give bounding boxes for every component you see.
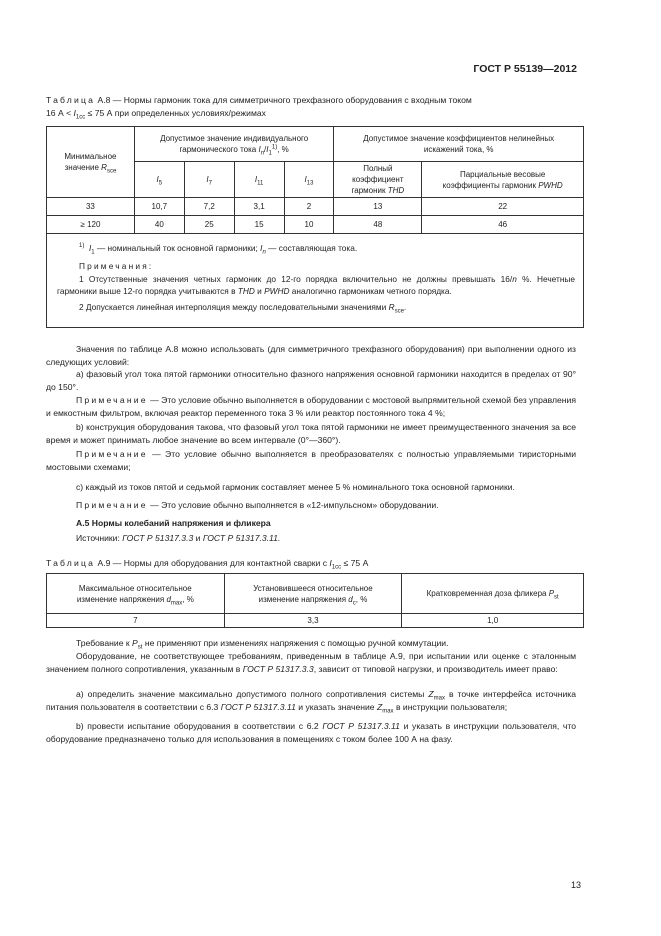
paragraph-1: Значения по таблице А.8 можно использовать (для симметричного трехфазного оборудования) при выполнении одного из следующих условий:: [46, 344, 576, 367]
col-coef-header: Допустимое значение коэффициентов нелинейных искажений тока, %: [334, 127, 584, 162]
sources-line: Источники: ГОСТ Р 51317.3.3 и ГОСТ Р 51317.3.11.: [76, 533, 281, 543]
table-a8-caption: Таблица А.8 — Нормы гармоник тока для симметричного трехфазного оборудования с входным током 16 $А < I_{1cc} \le 75$ А при определенных условиях/режимах: [46, 95, 472, 121]
table-row: 33 10,7 7,2 3,1 2 13 22: [47, 198, 584, 216]
col-pwhd: Парциальные весовые коэффициенты гармоник PWHD: [422, 162, 584, 198]
paragraph-condition-b: b) конструкция оборудования такова, что фазовый угол тока пятой гармоники не имеет преимущественного значения за все время и может принимать любое значение во всем интервале (0°—360°).: [46, 422, 576, 445]
standard-header: ГОСТ Р 55139—2012: [473, 63, 577, 75]
table-a8: [46, 126, 584, 328]
col-pst-header: Кратковременная доза фликера $P_{st}$: [402, 574, 584, 614]
paragraph-nonconforming: Оборудование, не соответствующее требованиям, приведенным в таблице А.9, при испытании или оценке с эталонным значением полного сопротивления, указанным в ГОСТ Р 51317.3.3, зависит от типовой нагрузки, и производитель имеет право:: [46, 651, 576, 674]
col-i11: $I_{11}$: [234, 162, 284, 198]
note-1: 1 Отсутственные значения четных гармоник до 12-го порядка включительно не должны превышать 16/n %. Нечетные гармоники выше 12-го порядка учитываются в THD и PWHD аналогично гармоникам четного порядка.: [57, 273, 575, 297]
col-i13: $I_{13}$: [284, 162, 334, 198]
col-dmax-header: Максимальное относительное изменение напряжения $d_{max}$, %: [47, 574, 225, 614]
table-a9-caption: Таблица А.9 — Нормы для оборудования для контактной сварки с $I_{1cc} \le 75$ А: [46, 558, 369, 571]
note-condition-a: Примечание — Это условие обычно выполняется в оборудовании с мостовой выпрямительной схемой без управления и емкостным фильтром, включая реактор переменного тока 3 % или реактор постоянного тока 4 %;: [46, 395, 576, 418]
paragraph-condition-a: а) фазовый угол тока пятой гармоники относительно фазного напряжения основной гармоники находится в пределах от 90° до 150°.: [46, 369, 576, 392]
paragraph-pst: Требование к $P_{st}$ не применяют при изменениях напряжения с помощью ручной коммутации.: [76, 638, 449, 651]
table-row: ≥ 120 40 25 15 10 48 46: [47, 216, 584, 234]
section-heading: А.5 Нормы колебаний напряжения и фликера: [76, 518, 271, 528]
table-a9: [46, 573, 584, 628]
table-a8-notes: [47, 234, 584, 328]
note-2: 2 Допускается линейная интерполяция между последовательными значениями $R_{sce}$.: [79, 301, 407, 315]
col-individual-header: Допустимое значение индивидуального гармонического тока $I_n/I_1^{1)}$, %: [134, 127, 334, 162]
col-thd: Полный коэффициент гармоник THD: [334, 162, 422, 198]
footnote: $^{1)}$ $I_1$ — номинальный ток основной гармоники; $I_n$ — составляющая тока.: [79, 243, 358, 256]
note-condition-b: Примечание — Это условие обычно выполняется в преобразователях с полностью управляемыми тиристорными мостовыми схемами;: [46, 449, 576, 472]
notes-title: Примечания:: [79, 261, 154, 272]
paragraph-condition-c: с) каждый из токов пятой и седьмой гармоник составляет менее 5 % номинального тока основной гармоники.: [76, 482, 515, 492]
page-number: 13: [571, 880, 582, 890]
col-dc-header: Установившееся относительное изменение напряжения $d_c$, %: [224, 574, 402, 614]
col-i7: $I_7$: [184, 162, 234, 198]
paragraph-option-a: а) определить значение максимально допустимого полного сопротивления системы $Z_{max}$ в точке интерфейса источника питания пользователя в соответствии с 6.3 ГОСТ Р 51317.3.11 и указать значение $Z_{max}$ в инструкции пользователя;: [46, 689, 576, 715]
col-i5: $I_5$: [134, 162, 184, 198]
table-row: 7 3,3 1,0: [47, 614, 584, 628]
col-min-header: Минимальное значение $R_{sce}$: [47, 127, 135, 198]
paragraph-option-b: b) провести испытание оборудования в соответствии с 6.2 ГОСТ Р 51317.3.11 и указать в инструкции пользователя, что оборудование предназначено только для использования в помещениях с током более 100 А на фазу.: [46, 721, 577, 744]
note-condition-c: Примечание — Это условие обычно выполняется в «12-импульсном» оборудовании.: [76, 500, 439, 510]
